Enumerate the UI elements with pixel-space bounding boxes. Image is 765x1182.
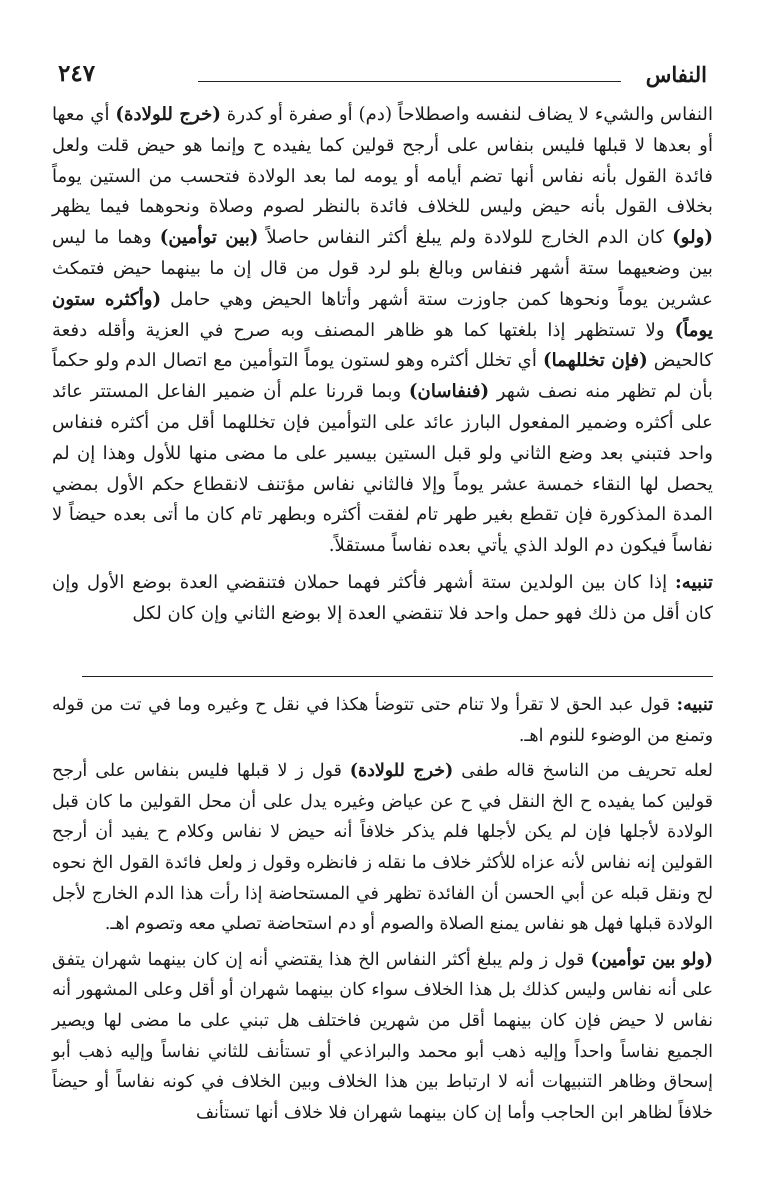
running-title: النفاس: [645, 62, 707, 87]
main-paragraph-note: [52, 568, 713, 630]
text-run: لعله تحريف من الناسخ قاله طفى: [453, 761, 713, 782]
commentary-paragraph: [52, 690, 713, 751]
bold-term: (خرج للولادة): [115, 104, 221, 125]
bold-term: (ولو): [672, 227, 714, 249]
text-run: أي معها أو بعدها لا قبلها فليس بنفاس على أرجح قولين كما يفيده ح وإنما هو حيض قلت ولعل فائدة القول بأنه نفاس أنها تضم أيامه أو يومه لما بعد الولادة فتحسب من الستين يوماً بخلاف القول بأنه حيض وليس للخلاف فائدة بالنظر لصوم وصلاة ونحوهما فيما يظهر: [52, 104, 713, 218]
text-run: إذا كان بين الولدين ستة أشهر فأكثر فهما حملان فتنقضي العدة بوضع الأول وإن كان أقل من ذلك فهو حمل واحد فلا تنقضي العدة إلا بوضع الثاني وإن كان لكل: [52, 571, 713, 624]
text-run: النفاس والشيء لا يضاف لنفسه واصطلاحاً (دم) أو صفرة أو كدرة: [220, 104, 713, 125]
text-run: قول ز لا قبلها فليس بنفاس على أرجح قولين كما يفيده ح الخ النقل في ح عن عياض وغيره يدل على أن محل القولين ما كان قبل الولادة لأجلها فإن لم يكن لأجلها فلم يذكر خلافاً أنه حيض لا نفاس وكلام ح يفيد أن أرجح القولين إنه نفاس لأنه عزاه للأكثر خلاف ما نقله ز فانظره وقول ز ولعل فائدة القول الخ نحوه لح ونقل قبله عن أبي الحسن أن الفائدة تظهر في المستحاضة إذا رأت هذا الدم الخارج لأجل الولادة قبلها فهل هو نفاس يمنع الصلاة والصوم أو دم استحاضة تصلي معه وتصوم اهـ.: [52, 761, 713, 935]
text-run: قول ز ولم يبلغ أكثر النفاس الخ هذا يقتضي أنه إن كان بينهما شهران يتفق على أنه نفاس وليس كذلك بل هذا الخلاف سواء كان بينهما شهران أو أقل وعلى المشهور أنه نفاس لا حيض فإن كان بينهما أقل من شهرين فاختلف هل تبني على ما مضى لها ويصير الجميع نفاساً واحداً وإليه ذهب أبو محمد والبراذعي أو تستأنف للثاني نفاساً وإليه ذهب أبو إسحاق وظاهر التنبيهات أنه لا ارتباط بين هذا الخلاف وبين الخلاف في كونه نفاساً أو حيضاً خلافاً لظاهر ابن الحاجب وأما إن كان بينهما شهران فلا خلاف أنها تستأنف: [52, 949, 713, 1123]
text-run: أي تخلل أكثره وهو لستون يوماً التوأمين مع اتصال الدم ولو حكماً بأن لم تظهر منه نصف شهر: [52, 350, 713, 403]
commentary-paragraph: [52, 756, 713, 940]
text-run: وهما ما ليس بين وضعيهما ستة أشهر فنفاس وبالغ بلو لرد قول من قال إن ما بينهما حيض فتمكث عشرين يوماً ونحوها كمن جاوزت ستة أشهر وأتاها الحيض وهي حامل: [52, 227, 713, 310]
bold-term: تنبيه:: [675, 571, 713, 593]
bold-term: (فإن تخللهما): [542, 350, 648, 372]
text-run: وبما قررنا علم أن ضمير الفاعل المستتر عائد على أكثره وضمير المفعول البارز عائد على التوأمين فإن تخللهما أقل من أكثره فنفاس واحد فتبني بعد وضع الثاني ولو قبل الستين بيسير على ما مضى منها للأول وهذا إن لم يحصل لها النقاء خمسة عشر يوماً وإلا فالثاني نفاس مؤتنف لانقطاع حكم الأول بمضي المدة المذكورة فإن تقطع بغير طهر تام لفقت أكثره وبطهر تام كان ما أتى بعده حيضاً لا نفاساً فيكون دم الولد الذي يأتي بعده نفاساً مستقلاً.: [52, 381, 713, 557]
commentary-notes: [52, 690, 713, 1128]
commentary-paragraph: [52, 945, 713, 1129]
main-paragraph: [52, 100, 713, 562]
text-run: ولا تستظهر إذا بلغتها كما هو ظاهر المصنف وبه صرح في العزية وأقله دفعة كالحيض: [52, 319, 713, 372]
bold-term: (بين توأمين): [159, 227, 259, 249]
header-rule: [198, 81, 621, 82]
page-number: ٢٤٧: [58, 60, 96, 87]
main-text: [52, 100, 713, 630]
bold-term: (فنفاسان): [408, 381, 490, 403]
bold-term: (ولو بين توأمين): [590, 949, 713, 970]
text-run: قول عبد الحق لا تقرأ ولا تنام حتى تتوضأ هكذا في نقل ح وغيره وما في تت من قوله وتمنع من الوضوء للنوم اهـ.: [52, 695, 713, 746]
running-header: [58, 56, 707, 96]
bold-term: (وأكثره ستون يوماً): [52, 288, 713, 341]
text-run: كان الدم الخارج للولادة ولم يبلغ أكثر النفاس حاصلاً: [258, 227, 673, 249]
bold-term: تنبيه:: [676, 695, 713, 715]
bold-term: (خرج للولادة): [349, 761, 454, 782]
footnote-divider: [82, 676, 713, 677]
